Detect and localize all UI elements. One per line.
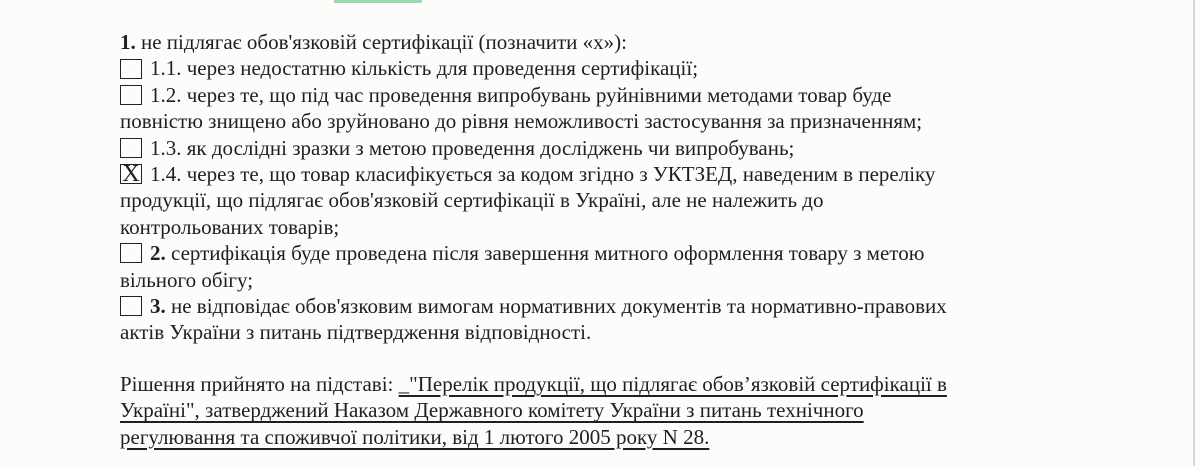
basis-line-2	[120, 397, 1170, 423]
item-2-text-line-1: сертифікація буде проведена після завершення митного оформлення товару з метою	[165, 241, 925, 266]
subitem-1-1	[120, 55, 1170, 81]
item-1-text: не підлягає обов'язковій сертифікації (позначити «х»):	[135, 30, 627, 54]
checkbox-2[interactable]	[120, 243, 142, 263]
subitem-1-3-text: 1.3. як дослідні зразки з метою проведення досліджень чи випробувань;	[150, 135, 795, 160]
page-edge-shadow	[1193, 0, 1195, 466]
item-2	[120, 240, 1170, 266]
item-2-number: 2.	[150, 241, 166, 266]
checkbox-1-2[interactable]	[120, 85, 142, 105]
basis-line-1	[120, 371, 1170, 397]
certification-form-section	[120, 29, 1170, 450]
subitem-1-4-text-line-3: контрольованих товарів;	[120, 214, 340, 239]
checkbox-1-3[interactable]	[120, 138, 142, 158]
item-3-text-line-1: не відповідає обов'язковим вимогам нормативних документів та нормативно-правових	[165, 294, 947, 319]
checkbox-3[interactable]	[120, 296, 142, 316]
checkbox-1-4-mark: X	[122, 161, 140, 188]
checkbox-1-1[interactable]	[120, 59, 142, 79]
section-spacer	[120, 346, 1170, 371]
checkbox-1-4[interactable]	[120, 161, 142, 188]
item-3-number: 3.	[150, 294, 166, 319]
item-1-heading	[120, 29, 1170, 55]
basis-reference-line-1: _"Перелік продукції, що підлягає обов’язковій сертифікації в	[398, 371, 947, 396]
item-2-text-line-2: вільного обігу;	[120, 267, 254, 292]
subitem-1-3	[120, 135, 1170, 161]
item-1-number: 1.	[120, 30, 136, 54]
item-3-text-line-2: актів України з питань підтвердження відповідності.	[120, 320, 592, 345]
item-3	[120, 293, 1170, 319]
basis-reference-line-2: Україні", затверджений Наказом Державного комітету України з питань технічного	[120, 398, 864, 423]
basis-label: Рішення прийнято на підставі:	[120, 371, 399, 396]
basis-line-3	[120, 424, 1170, 450]
subitem-1-2-text-line-1: 1.2. через те, що під час проведення випробувань руйнівними методами товар буде	[150, 82, 892, 107]
subitem-1-4-text-line-1: 1.4. через те, що товар класифікується за кодом згідно з УКТЗЕД, наведеним в переліку	[150, 162, 936, 187]
subitem-1-2	[120, 82, 1170, 108]
subitem-1-1-text: 1.1. через недостатню кількість для проведення сертифікації;	[150, 56, 699, 81]
basis-reference-line-3: регулювання та споживчої політики, від 1 лютого 2005 року N 28.	[120, 424, 710, 449]
subitem-1-4-text-line-2: продукції, що підлягає обов'язковій сертифікації в Україні, але не належить до	[120, 188, 824, 213]
subitem-1-2-text-line-2: повністю знищено або зруйновано до рівня неможливості застосування за призначенням;	[120, 109, 923, 134]
top-line-decoration	[334, 0, 422, 3]
subitem-1-4	[120, 161, 1170, 187]
